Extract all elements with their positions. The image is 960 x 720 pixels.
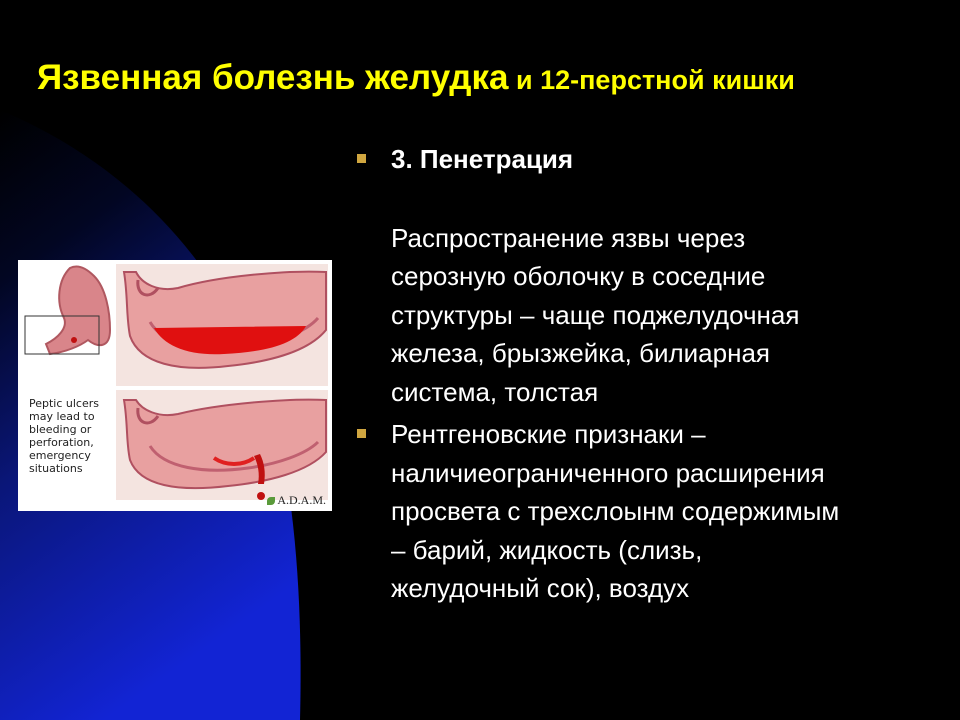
adam-logo — [267, 493, 326, 508]
logo-text: A.D.A.M. — [277, 493, 326, 507]
square-bullet-icon — [357, 154, 366, 163]
square-bullet-icon — [357, 429, 366, 438]
bullet-heading: 3. Пенетрация — [391, 144, 574, 174]
title-rest: и 12-перстной кишки — [508, 65, 795, 95]
bullet-text: Рентгеновские признаки – наличиеограниченного расширения просвета с трехслоынм содержимым – барий, жидкость (слизь, желудочный сок), воздух — [391, 419, 840, 603]
bullet-list — [352, 140, 952, 608]
bullet-item-xray-signs — [352, 415, 952, 608]
bullet-item-penetration — [352, 140, 952, 411]
stomach-ulcer-illustration — [18, 260, 332, 511]
page-title — [37, 58, 795, 98]
bullet-text: Распространение язвы через серозную оболочку в соседние структуры – чаще поджелудочная железа, брызжейка, билиарная система, толстая — [391, 222, 800, 407]
title-main: Язвенная болезнь желудка — [37, 58, 509, 97]
figure-caption: Peptic ulcers may lead to bleeding or perforation, emergency situations — [29, 397, 100, 475]
leaf-icon — [267, 497, 275, 505]
